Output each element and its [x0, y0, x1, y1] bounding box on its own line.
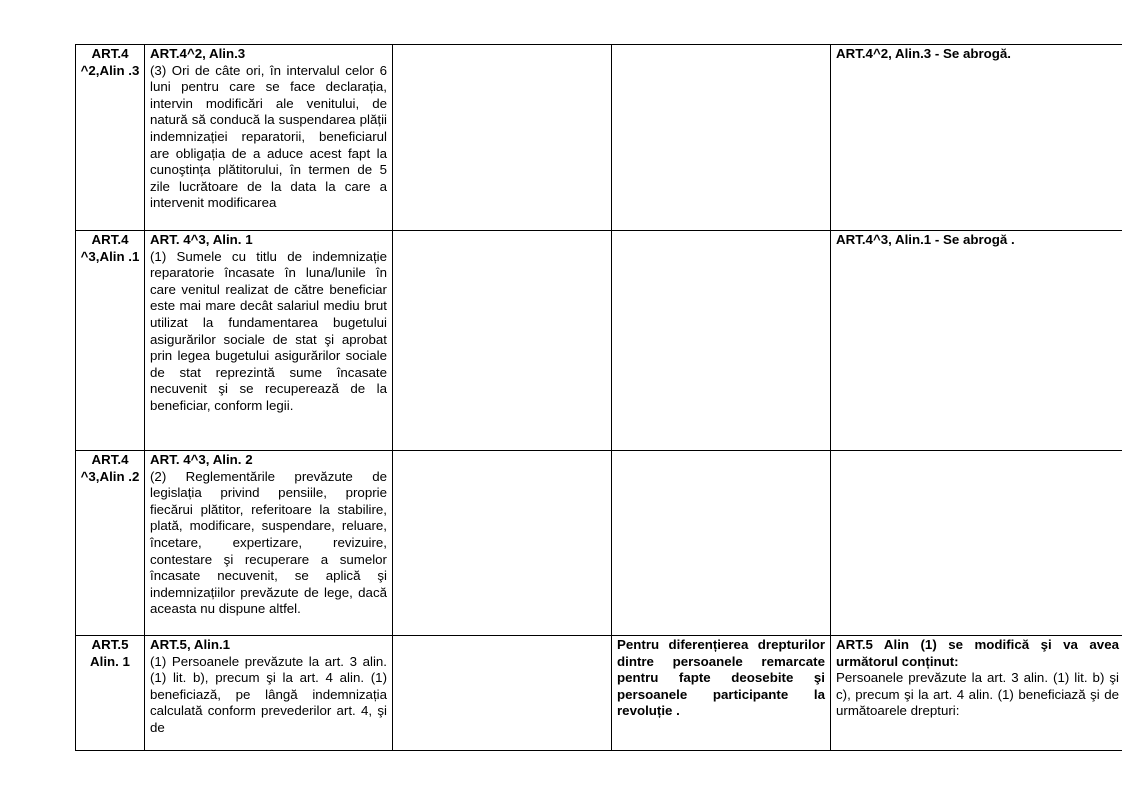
article-text: (2) Reglementările prevăzute de legislația privind pensiile, proprie fiecărui plătitor, referitoare la stabilire, plată, modificare, suspendare, reluare, încetare, expertizare, revizuire, contestare şi recuperare a sumelor încasate necuvenit, se aplică şi indemnizațiilor prevăzute de lege, dacă aceasta nu dispune altfel. [150, 468, 387, 617]
article-ref: ART.4 ^3,Alin .1 [76, 231, 145, 451]
proposal-title: ART.4^3, Alin.1 - Se abrogă . [836, 232, 1015, 247]
table-row [76, 636, 1122, 751]
article-text: (3) Ori de câte ori, în intervalul celor 6 luni pentru care se face declarația, intervin modificări ale venitului, de natură să conducă la suspendarea plății indemnizației reparatorii, beneficiarul are obligația de a aduce acest fapt la cunoştința plătitorului, în termen de 5 zile lucrătoare de la data la care a intervenit modificarea [150, 62, 387, 211]
motivation-cell [612, 45, 831, 231]
current-text-cell [145, 636, 393, 751]
article-title: ART. 4^3, Alin. 1 [150, 232, 253, 247]
article-text: (1) Sumele cu titlu de indemnizație reparatorie încasate în luna/lunile în care venitul realizat de către beneficiar este mai mare decât salariul mediu brut utilizat la fundamentarea bugetului asigurărilor sociale de stat şi aprobat prin legea bugetului asigurărilor sociale de stat reprezintă sume încasate necuvenit şi se recuperează de la beneficiar, conform legii. [150, 248, 387, 413]
proposal-cell [831, 451, 1122, 636]
article-title: ART. 4^3, Alin. 2 [150, 452, 253, 467]
current-text-cell [145, 45, 393, 231]
table-row [76, 231, 1122, 451]
proposal-cell [831, 231, 1122, 451]
motivation-cell [612, 231, 831, 451]
proposal-cell [831, 636, 1122, 751]
proposal-cell [831, 45, 1122, 231]
empty-cell [393, 45, 612, 231]
current-text-cell [145, 451, 393, 636]
article-ref: ART.5 Alin. 1 [76, 636, 145, 751]
empty-cell [393, 636, 612, 751]
proposal-text: Persoanele prevăzute la art. 3 alin. (1) lit. b) şi c), precum şi la art. 4 alin. (1) beneficiază şi de următoarele drepturi: [836, 670, 1119, 719]
article-text: (1) Persoanele prevăzute la art. 3 alin. (1) lit. b), precum şi la art. 4 alin. (1) beneficiază, pe lângă indemnizația calculată conform prevederilor art. 4, şi de [150, 653, 387, 735]
motivation-cell [612, 451, 831, 636]
proposal-title: ART.5 Alin (1) se modifică şi va avea următorul conținut: [836, 637, 1119, 669]
article-ref: ART.4 ^2,Alin .3 [76, 45, 145, 231]
article-ref: ART.4 ^3,Alin .2 [76, 451, 145, 636]
article-title: ART.4^2, Alin.3 [150, 46, 246, 61]
legislation-comparison-table [75, 44, 1122, 751]
motivation-cell: Pentru diferențierea drepturilor dintre persoanele remarcate pentru fapte deosebite şi persoanele participante la revoluție . [612, 636, 831, 751]
article-title: ART.5, Alin.1 [150, 637, 231, 652]
table-row [76, 451, 1122, 636]
empty-cell [393, 451, 612, 636]
table-row [76, 45, 1122, 231]
current-text-cell [145, 231, 393, 451]
proposal-title: ART.4^2, Alin.3 - Se abrogă. [836, 46, 1012, 61]
empty-cell [393, 231, 612, 451]
